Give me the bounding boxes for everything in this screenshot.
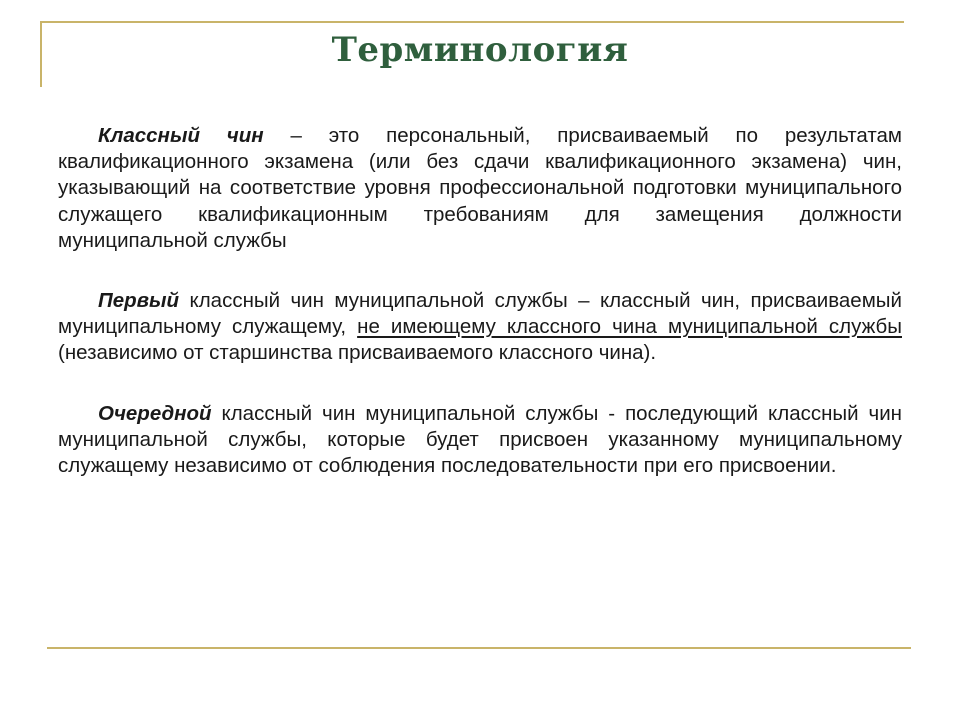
term-next-rank: Очередной [98,401,212,425]
definition-first-rank-part1: классный чин муниципальной службы – классный чин, присваиваемый муниципальному служащему, [58,289,902,339]
term-first-rank: Первый [98,289,180,313]
term-class-rank: Классный чин [98,124,264,147]
definition-class-rank: – это персональный, присваиваемый по результатам квалификационного экзамена (или без сдачи квалификационного экзамена) чин, указывающий на соответствие уровня профессиональной подготовки муниципального служащего квалификационным требованиям для замещения должности муниципальной службы [58,124,902,252]
frame-bottom-line [47,647,911,649]
paragraph-next-rank [58,401,902,480]
paragraph-first-rank [58,288,902,367]
slide-content [58,123,902,513]
definition-first-rank-part2: (независимо от старшинства присваиваемого классного чина). [58,341,657,365]
frame-top-line [40,21,904,23]
slide-title: Терминология [331,30,629,70]
definition-first-rank-underlined: не имеющему классного чина муниципальной службы [357,315,902,339]
definition-next-rank: классный чин муниципальной службы - последующий классный чин муниципальной службы, которые будет присвоен указанному муниципальному служащему независимо от соблюдения последовательности при его присвоении. [58,401,902,478]
paragraph-class-rank [58,123,902,254]
